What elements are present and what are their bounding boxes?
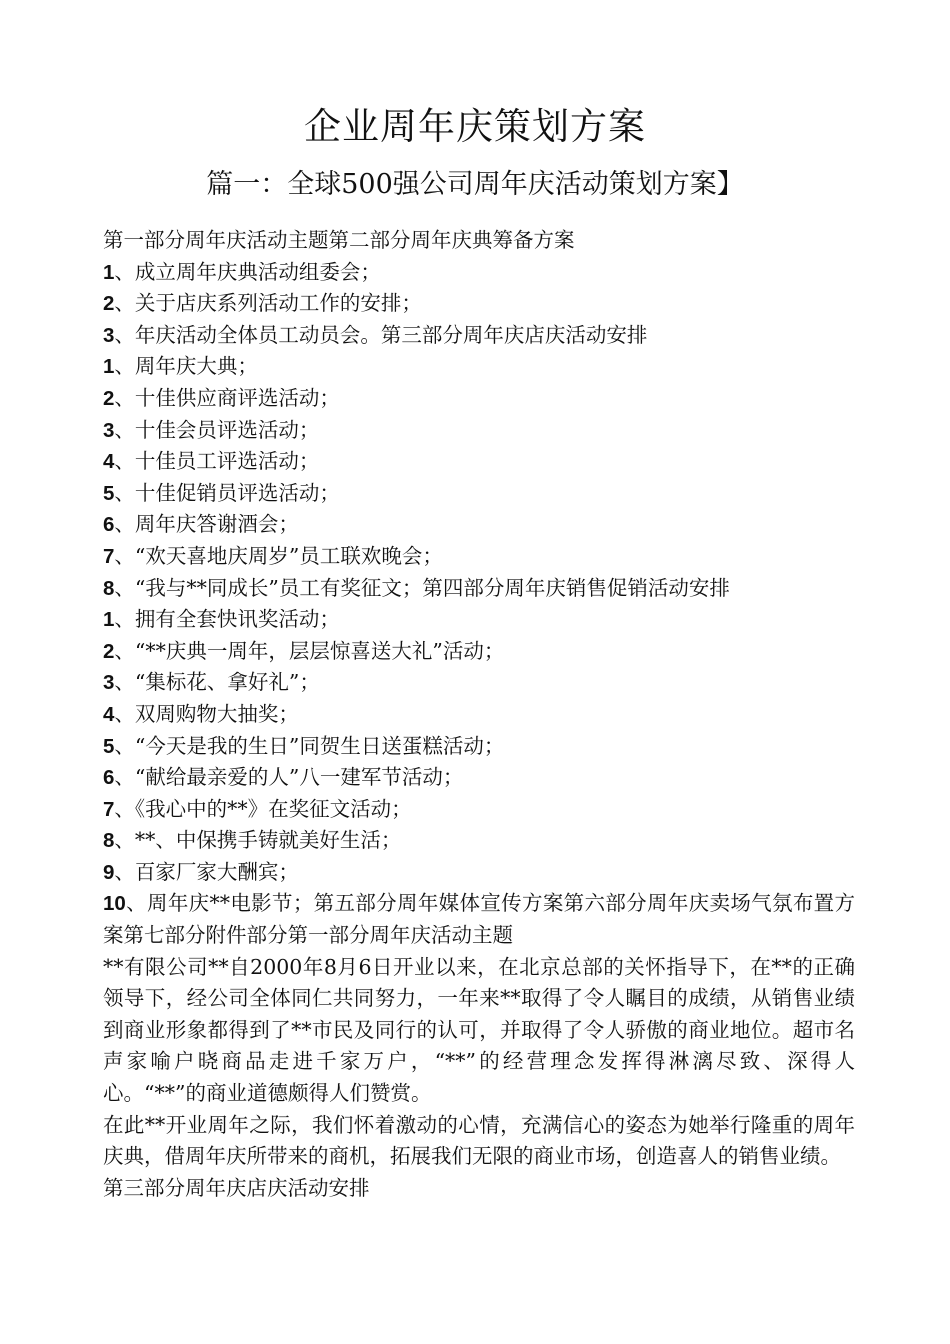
list-item [103,478,855,510]
paragraph [103,1110,855,1173]
list-item [103,794,855,826]
item-number: 2 [103,386,115,410]
list-item [103,446,855,478]
item-text: 、周年庆**电影节；第五部分周年媒体宣传方案第六部分周年庆卖场气氛布置方案第七部分附件部分第一部分周年庆活动主题 [103,891,855,948]
item-text: 在此**开业周年之际，我们怀着激动的心情，充满信心的姿态为她举行隆重的周年庆典，借周年庆所带来的商机，拓展我们无限的商业市场，创造喜人的销售业绩。 [103,1112,855,1169]
list-item [103,320,855,352]
item-number: 5 [103,481,115,505]
item-number: 10 [103,892,126,916]
item-text: 、“**庆典一周年，层层惊喜送大礼”活动； [114,638,505,663]
item-text: 、十佳供应商评选活动； [114,385,340,410]
item-text: 、双周购物大抽奖； [114,701,299,726]
paragraph [103,888,855,951]
list-item [103,636,855,668]
item-text: 、百家厂家大酬宾； [114,859,299,884]
document-body [103,225,855,1204]
item-text: 、拥有全套快讯奖活动； [114,607,340,632]
list-item [103,257,855,289]
item-number: 8 [103,829,115,853]
item-text: 、十佳员工评选活动； [114,449,320,474]
item-text: 、关于店庆系列活动工作的安排； [114,291,422,316]
list-item [103,541,855,573]
list-item [103,415,855,447]
list-item [103,288,855,320]
item-number: 9 [103,860,115,884]
item-number: 2 [103,639,115,663]
item-number: 5 [103,734,115,758]
list-item [103,731,855,763]
item-number: 3 [103,418,115,442]
item-number: 4 [103,702,115,726]
item-text: 、“集标花、拿好礼”； [114,670,320,695]
item-text: **有限公司**自2000年8月6日开业以来，在北京总部的关怀指导下，在**的正确领导下，经公司全体同仁共同努力，一年来**取得了令人瞩目的成绩，从销售业绩到商业形象都得到了**市民及同行的认可，并取得了令人骄傲的商业地位。超市名声家喻户晓商品走进千家万户，“**”的经营理念发挥得淋漓尽致、深得人心。“**”的商业道德颇得人们赞赏。 [103,954,855,1106]
item-text: 、“我与**同成长”员工有奖征文；第四部分周年庆销售促销活动安排 [114,575,730,600]
paragraph [103,1173,855,1205]
item-text: 、十佳会员评选活动； [114,417,320,442]
item-number: 1 [103,608,115,632]
item-number: 6 [103,766,115,790]
item-text: 、**、中保携手铸就美好生活； [114,828,402,853]
item-number: 3 [103,323,115,347]
item-number: 2 [103,292,115,316]
item-text: 、成立周年庆典活动组委会； [114,259,381,284]
item-text: 、“今天是我的生日”同贺生日送蛋糕活动； [114,733,505,758]
list-item [103,825,855,857]
item-text: 、“欢天喜地庆周岁”员工联欢晚会； [114,543,443,568]
item-number: 4 [103,450,115,474]
item-number: 8 [103,576,115,600]
item-text: 、《我心中的**》在奖征文活动； [114,796,412,821]
list-item [103,351,855,383]
document-title: 企业周年庆策划方案 [304,105,646,148]
list-item [103,383,855,415]
paragraph [103,952,855,1110]
item-number: 1 [103,260,115,284]
item-number: 1 [103,355,115,379]
list-item [103,857,855,889]
list-item [103,225,855,257]
item-text: 第三部分周年庆店庆活动安排 [103,1175,370,1200]
list-item [103,604,855,636]
item-number: 7 [103,544,115,568]
item-text: 、“献给最亲爱的人”八一建军节活动； [114,765,464,790]
item-number: 3 [103,671,115,695]
item-text: 第一部分周年庆活动主题第二部分周年庆典筹备方案 [103,228,575,252]
item-text: 、周年庆答谢酒会； [114,512,299,537]
item-text: 、年庆活动全体员工动员会。第三部分周年庆店庆活动安排 [114,322,648,347]
item-number: 6 [103,513,115,537]
document-subtitle: 篇一：全球500强公司周年庆活动策划方案】 [206,169,744,200]
item-text: 、十佳促销员评选活动； [114,480,340,505]
list-item [103,699,855,731]
list-item [103,762,855,794]
item-number: 7 [103,797,115,821]
list-item [103,667,855,699]
item-text: 、周年庆大典； [114,354,258,379]
list-item [103,573,855,605]
list-item [103,509,855,541]
